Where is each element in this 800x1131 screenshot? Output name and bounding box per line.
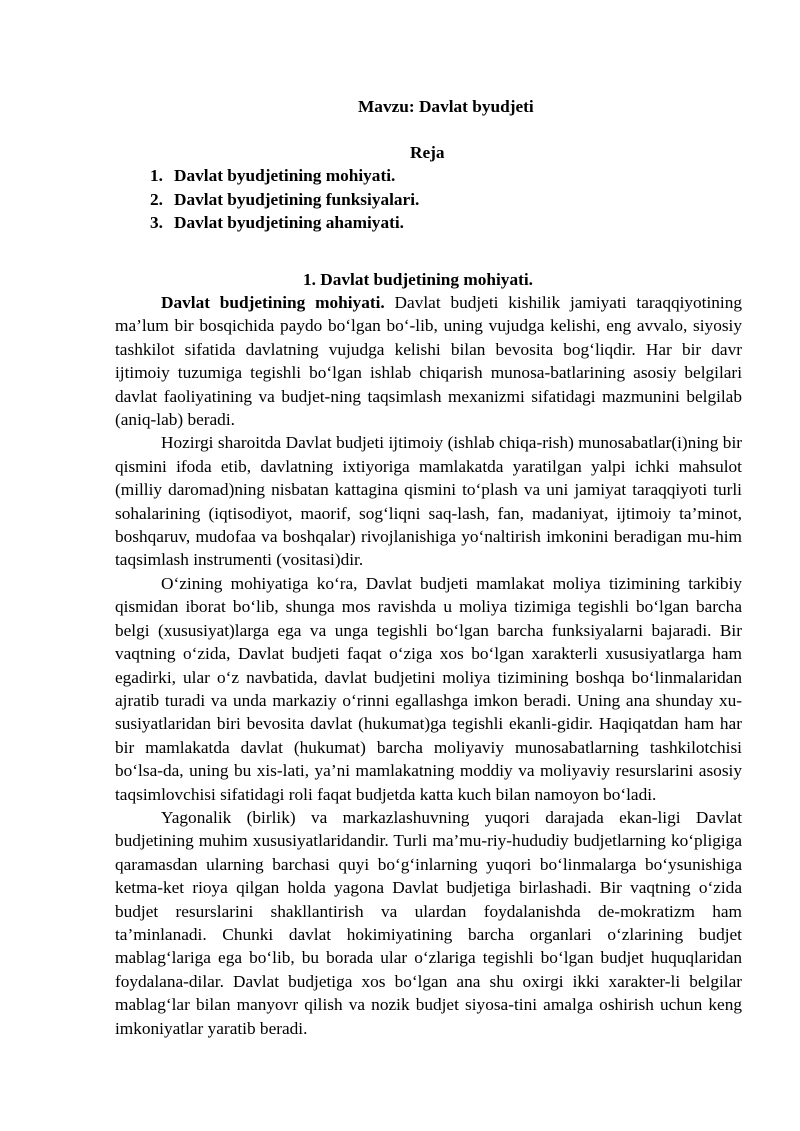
body-text	[115, 291, 742, 1040]
plan-item-text: Davlat byudjetining funksiyalari.	[174, 189, 420, 209]
plan-list	[150, 164, 419, 235]
plan-item	[150, 188, 419, 212]
plan-item	[150, 164, 419, 188]
plan-item-number: 3.	[150, 213, 163, 232]
paragraph-text: Hozirgi sharoitda Davlat budjeti ijtimoiy (ishlab chiqa-rish) munosabatlar(i)ning bir qismini ifoda etib, davlatning ixtiyoriga mamlakatda yaratilgan yalpi ichki mahsulot (milliy daromad)ning nisbatan kattagina qismini to‘plash va uni jamiyat taraqqiyoti turli sohalarining (iqtisodiyot, maorif, sog‘liqni saq-lash, fan, madaniyat, ijtimoiy ta’minot, boshqaruv, mudofaa va boshqalar) rivojlanishiga yo‘naltirish imkonini beradigan mu-him taqsimlash instrumenti (vositasi)dir.	[115, 433, 742, 570]
paragraph-lead: Davlat budjetining mohiyati.	[161, 293, 385, 312]
plan-item-text: Davlat byudjetining mohiyati.	[174, 166, 396, 185]
plan-item	[150, 211, 419, 235]
paragraph	[115, 806, 742, 1040]
paragraph-text: Davlat budjeti kishilik jamiyati taraqqiyotining ma’lum bir bosqichida paydo bo‘lgan bo‘-lib, uning vujudga kelishi, eng avvalo, siyosiy tashkilot sifatida davlatning vujudga kelishi bilan bevosita bog‘liqdir. Har bir davr ijtimoiy tuzumiga tegishli bo‘lgan ishlab chiqarish munosa-batlarining asosiy belgilari davlat faoliyatining va budjet-ning taqsimlash mexanizmi sifatidagi mazmunini belgilab (aniq-lab) beradi.	[115, 293, 743, 430]
plan-item-number: 1.	[150, 166, 163, 185]
plan-item-text: Davlat byudjetining ahamiyati.	[174, 213, 404, 232]
paragraph	[115, 291, 742, 431]
paragraph-text: O‘zining mohiyatiga ko‘ra, Davlat budjeti mamlakat moliya tizimining tarkibiy qismidan iborat bo‘lib, shunga mos ravishda u moliya tizimiga tegishli bo‘lgan barcha belgi (xususiyat)larga ega va unga tegishli bo‘lgan barcha funksiyalarni bajaradi. Bir vaqtning o‘zida, Davlat budjeti faqat o‘ziga xos bo‘lgan xarakterli xususiyatlarga ham egadirki, ular o‘z navbatida, davlat budjetini moliya tizimining boshqa bo‘linmalaridan ajratib turadi va unda markaziy o‘rinni egallashga imkon beradi. Uning ana shunday xu-susiyatlaridan biri bevosita davlat (hukumat)ga tegishli ekanli-gidir. Haqiqatdan ham har bir mamlakatda davlat (hukumat) barcha moliyaviy munosabatlarning tashkilotchisi bo‘lsa-da, uning bu xis-lati, ya’ni mamlakatning moddiy va moliyaviy resurslarini asosiy taqsimlovchisi sifatidagi roli faqat budjetda katta kuch bilan namoyon bo‘ladi.	[115, 573, 742, 804]
paragraph	[115, 431, 742, 571]
paragraph-text: Yagonalik (birlik) va markazlashuvning yuqori darajada ekan-ligi Davlat budjetining muhim xususiyatlaridandir. Turli ma’mu-riy-hududiy budjetlarning ko‘pligiga qaramasdan ularning barchasi quyi bo‘g‘inlarning yuqori bo‘linmalarga bo‘ysunishiga ketma-ket rioya qilgan holda yagona Davlat budjetiga birlashadi. Bir vaqtning o‘zida budjet resurslarini shakllantirish va ulardan foydalanishda de-mokratizm ham ta’minlanadi. Chunki davlat hokimiyatining barcha organlari o‘zlarining budjet mablag‘lariga ega bo‘lib, bu borada ular o‘zlariga tegishli bo‘lgan budjet huquqlaridan foydalana-dilar. Davlat budjetiga xos bo‘lgan ana shu oxirgi ikki xarakter-li belgilar mablag‘lar bilan manyovr qilish va nozik budjet siyosa-tini amalga oshirish uchun keng imkoniyatlar yaratib beradi.	[115, 807, 742, 1038]
plan-item-number: 2.	[150, 189, 163, 209]
plan-heading: Reja	[410, 143, 445, 162]
paragraph	[115, 572, 742, 806]
section-heading: 1. Davlat budjetining mohiyati.	[303, 270, 533, 289]
document-title: Mavzu: Davlat byudjeti	[358, 97, 534, 116]
